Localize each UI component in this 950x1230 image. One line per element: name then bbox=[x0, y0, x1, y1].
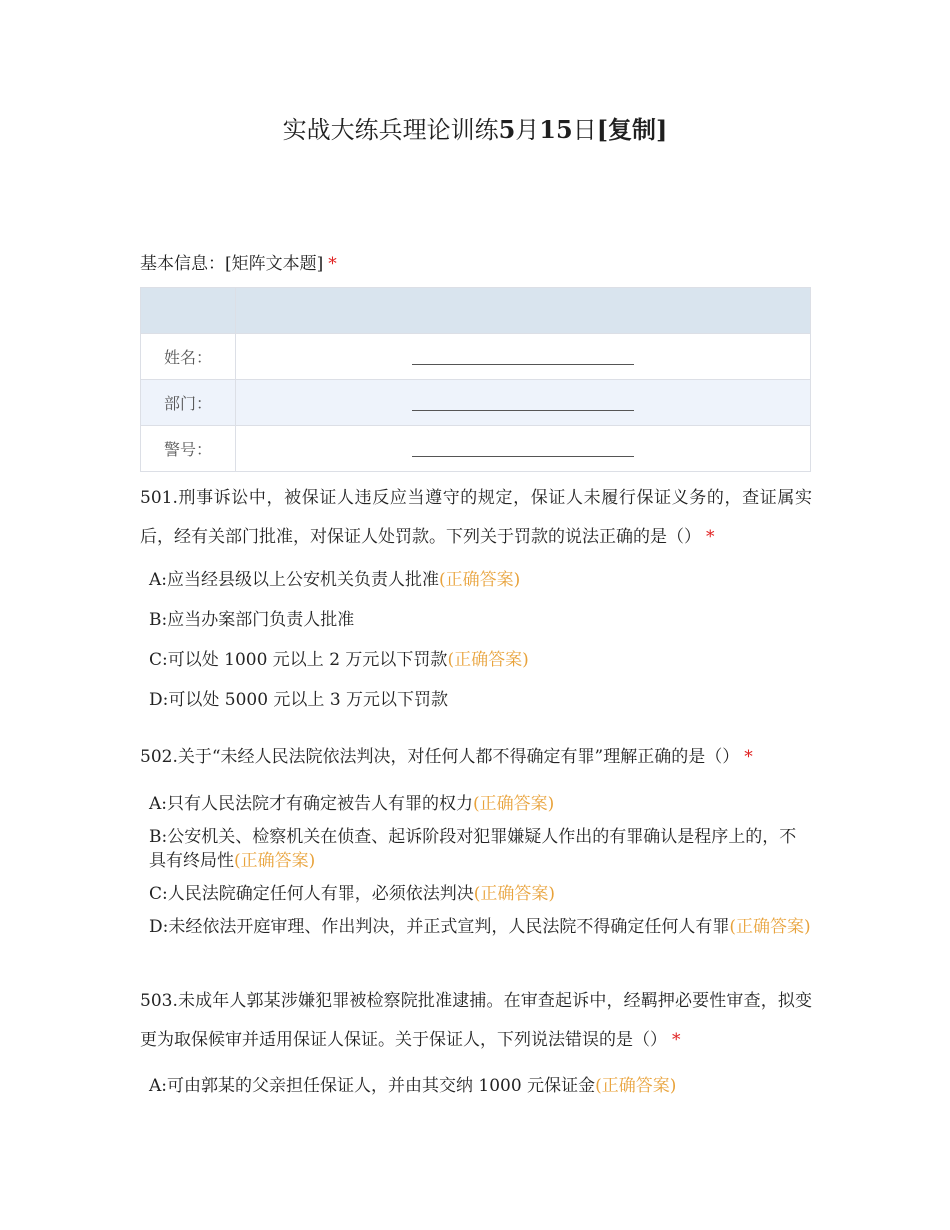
question-text bbox=[140, 738, 812, 777]
matrix-row-badge bbox=[141, 426, 811, 472]
matrix-header-cell bbox=[236, 288, 811, 334]
correct-answer-tag: (正确答案) bbox=[595, 1076, 677, 1096]
title-prefix: 实战大练兵理论训练 bbox=[282, 116, 499, 144]
option-c[interactable] bbox=[149, 648, 812, 672]
option-b[interactable] bbox=[149, 608, 812, 632]
option-text: D:可以处 5000 元以上 3 万元以下罚款 bbox=[149, 690, 449, 710]
option-c[interactable] bbox=[149, 882, 812, 906]
matrix-row-label: 姓名： bbox=[141, 334, 236, 380]
question-503 bbox=[140, 982, 812, 1098]
option-text: B:公安机关、检察机关在侦查、起诉阶段对犯罪嫌疑人作出的有罪确认是程序上的，不具有终局性 bbox=[149, 827, 797, 871]
blank-line bbox=[412, 396, 634, 411]
option-a[interactable] bbox=[149, 568, 812, 592]
option-text: A:可由郭某的父亲担任保证人，并由其交纳 1000 元保证金 bbox=[149, 1076, 596, 1096]
name-input[interactable] bbox=[236, 334, 811, 380]
blank-line bbox=[412, 350, 634, 365]
title-day: 15 bbox=[539, 115, 573, 144]
correct-answer-tag: (正确答案) bbox=[473, 884, 555, 904]
required-mark: * bbox=[672, 1030, 681, 1050]
title-suffix: [复制] bbox=[596, 115, 668, 144]
question-text bbox=[140, 982, 812, 1060]
question-502-text: 502.关于“未经人民法院依法判决，对任何人都不得确定有罪”理解正确的是（） bbox=[140, 747, 740, 767]
question-text bbox=[140, 479, 812, 557]
options-list bbox=[149, 792, 812, 939]
matrix-header-cell bbox=[141, 288, 236, 334]
question-502 bbox=[140, 738, 812, 939]
required-mark: * bbox=[328, 254, 337, 274]
option-text: D:未经依法开庭审理、作出判决，并正式宣判，人民法院不得确定任何人有罪 bbox=[149, 917, 730, 937]
correct-answer-tag: (正确答案) bbox=[439, 570, 521, 590]
required-mark: * bbox=[706, 527, 715, 547]
matrix-row-department bbox=[141, 380, 811, 426]
option-d[interactable] bbox=[149, 688, 812, 712]
correct-answer-tag: (正确答案) bbox=[234, 851, 316, 871]
matrix-row-label: 部门： bbox=[141, 380, 236, 426]
basic-info-label bbox=[140, 251, 812, 277]
options-list bbox=[149, 568, 812, 712]
option-a[interactable] bbox=[149, 1074, 812, 1098]
matrix-row-label: 警号： bbox=[141, 426, 236, 472]
question-501 bbox=[140, 479, 812, 712]
title-month-unit: 月 bbox=[515, 116, 540, 144]
option-a[interactable] bbox=[149, 792, 812, 816]
option-text: C:人民法院确定任何人有罪，必须依法判决 bbox=[149, 884, 474, 904]
options-list bbox=[149, 1074, 812, 1098]
title-month: 5 bbox=[498, 115, 516, 144]
question-501-text: 501.刑事诉讼中，被保证人违反应当遵守的规定，保证人未履行保证义务的，查证属实后，经有关部门批准，对保证人处罚款。下列关于罚款的说法正确的是（） bbox=[140, 488, 812, 547]
page-title bbox=[0, 110, 950, 145]
title-day-unit: 日 bbox=[572, 116, 597, 144]
option-d[interactable] bbox=[149, 915, 812, 939]
basic-info-label-text: 基本信息：[矩阵文本题] bbox=[140, 254, 324, 274]
correct-answer-tag: (正确答案) bbox=[473, 794, 555, 814]
option-text: A:应当经县级以上公安机关负责人批准 bbox=[149, 570, 440, 590]
basic-info-matrix bbox=[140, 287, 811, 472]
correct-answer-tag: (正确答案) bbox=[447, 650, 529, 670]
badge-number-input[interactable] bbox=[236, 426, 811, 472]
option-text: A:只有人民法院才有确定被告人有罪的权力 bbox=[149, 794, 474, 814]
option-b[interactable] bbox=[149, 825, 812, 873]
basic-info-section bbox=[140, 251, 812, 472]
option-text: C:可以处 1000 元以上 2 万元以下罚款 bbox=[149, 650, 448, 670]
correct-answer-tag: (正确答案) bbox=[729, 917, 811, 937]
matrix-header-row bbox=[141, 288, 811, 334]
blank-line bbox=[412, 442, 634, 457]
option-text: B:应当办案部门负责人批准 bbox=[149, 610, 355, 630]
required-mark: * bbox=[744, 747, 753, 767]
question-503-text: 503.未成年人郭某涉嫌犯罪被检察院批准逮捕。在审查起诉中，经羁押必要性审查，拟变更为取保候审并适用保证人保证。关于保证人，下列说法错误的是（） bbox=[140, 991, 812, 1050]
matrix-row-name bbox=[141, 334, 811, 380]
department-input[interactable] bbox=[236, 380, 811, 426]
